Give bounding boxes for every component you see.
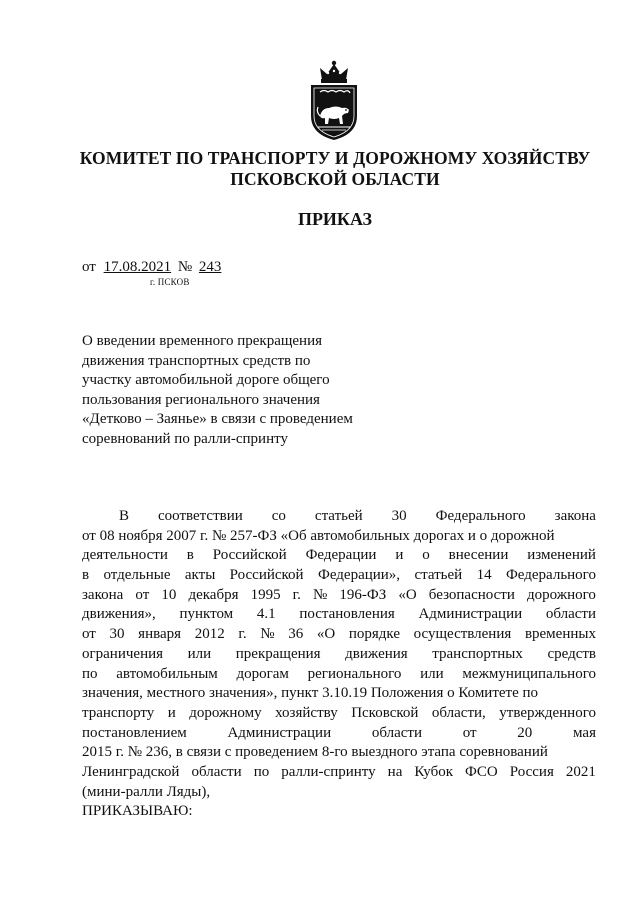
order-number: 243 xyxy=(198,259,222,275)
body-word: области, xyxy=(431,704,486,721)
body-word: соответствии xyxy=(158,508,243,524)
city-label: г. ПСКОВ xyxy=(150,277,190,287)
body-word: Администрации xyxy=(227,724,332,741)
body-word: № xyxy=(312,586,328,603)
body-word: временных xyxy=(524,626,596,643)
organization-title xyxy=(60,148,610,190)
body-word: изменений xyxy=(527,547,596,564)
body-word: 10 xyxy=(161,586,177,603)
body-word: 20 xyxy=(517,724,533,741)
body-word: 30 xyxy=(109,626,125,643)
body-word: Федерации xyxy=(305,547,377,564)
body-word: от 08 ноября 2007 г. № 257-ФЗ «Об автомобильных дорогах и о дорожной xyxy=(82,527,555,544)
body-text-line xyxy=(82,625,596,645)
body-word: января xyxy=(138,626,182,643)
body-word: Псковской xyxy=(351,704,419,721)
body-word: ПРИКАЗЫВАЮ: xyxy=(82,803,193,820)
body-word: утвержденного xyxy=(499,704,596,721)
body-word: транспорту xyxy=(82,704,155,721)
body-word: 196-ФЗ xyxy=(339,586,387,603)
body-word: 30 xyxy=(391,508,407,524)
body-word: средств xyxy=(547,645,596,662)
body-word: закона xyxy=(82,586,124,603)
document-type-heading: ПРИКАЗ xyxy=(297,209,373,229)
body-word: г. xyxy=(292,586,301,603)
body-word: Федерального xyxy=(505,567,596,584)
body-word: «О xyxy=(316,626,336,643)
order-body-paragraph xyxy=(82,507,596,822)
order-date: 17.08.2021 xyxy=(103,259,172,275)
body-text-line xyxy=(82,527,596,547)
body-word: порядке xyxy=(348,626,400,643)
body-word: постановления xyxy=(299,606,395,623)
body-text-line xyxy=(82,684,596,704)
body-word: и xyxy=(167,704,176,721)
body-word: по xyxy=(82,665,98,682)
body-word: автомобильным xyxy=(116,665,218,682)
body-word: прекращения xyxy=(235,645,321,662)
body-text-line xyxy=(82,802,596,822)
body-word: акты xyxy=(184,567,216,584)
subject-line: движения транспортных средств по xyxy=(82,352,311,369)
body-word: В xyxy=(119,508,130,524)
body-word: Федерального xyxy=(435,508,526,524)
body-word: области xyxy=(371,724,422,741)
body-word: 2015 г. № 236, в связи с проведением 8-го выездного этапа соревнований xyxy=(82,744,548,761)
body-word: статьей xyxy=(414,567,463,584)
from-label: от xyxy=(82,259,96,275)
body-text-line xyxy=(82,724,596,744)
body-word: «О xyxy=(398,586,417,603)
body-word: статьей xyxy=(314,508,363,524)
body-word: межмуниципального xyxy=(462,665,596,682)
subject-line: «Детково – Заянье» в связи с проведением xyxy=(82,411,353,428)
body-word: № xyxy=(260,626,275,643)
body-word: ограничения xyxy=(82,645,164,662)
body-word: Российской xyxy=(229,567,304,584)
body-word: регионального xyxy=(307,665,402,682)
body-word: дорожного xyxy=(527,586,596,603)
body-word: дорожному xyxy=(189,704,262,721)
body-word: от xyxy=(82,626,96,643)
body-text-line xyxy=(82,605,596,625)
organization-title-line-2: ПСКОВСКОЙ ОБЛАСТИ xyxy=(230,169,440,189)
body-word: движения xyxy=(345,645,408,662)
body-word: закона xyxy=(554,508,596,524)
body-word: деятельности xyxy=(82,547,168,564)
body-word: дорогам xyxy=(236,665,289,682)
body-word: Российской xyxy=(212,547,287,564)
organization-title-line-1: КОМИТЕТ ПО ТРАНСПОРТУ И ДОРОЖНОМУ ХОЗЯЙСТВУ xyxy=(79,148,591,168)
body-word: на xyxy=(387,763,403,780)
body-word: от xyxy=(462,724,477,741)
order-subject xyxy=(82,332,412,450)
body-word: Федерации», xyxy=(317,567,401,584)
body-word: отдельные xyxy=(103,567,171,584)
body-word: значения, местного значения», пункт 3.10.19 Положения о Комитете по xyxy=(82,685,539,702)
body-word: в xyxy=(186,547,194,564)
subject-line: участку автомобильной дороге общего xyxy=(82,372,330,389)
number-sign: № xyxy=(177,259,193,275)
body-word: области xyxy=(191,763,242,780)
body-word: 4.1 xyxy=(256,606,276,623)
body-word: в xyxy=(82,567,90,584)
body-text-line xyxy=(82,783,596,803)
body-word: (мини-ралли Ляды), xyxy=(82,783,211,800)
body-word: мая xyxy=(573,724,596,741)
subject-line: соревнований по ралли-спринту xyxy=(82,430,288,447)
body-word: безопасности xyxy=(428,586,515,603)
body-word: ралли-спринту xyxy=(281,763,376,780)
body-word: 2012 xyxy=(194,626,225,643)
body-word: постановлением xyxy=(82,724,187,741)
body-word: со xyxy=(271,508,286,524)
body-text-line xyxy=(82,763,596,783)
body-word: Кубок xyxy=(414,763,453,780)
subject-line: пользования регионального значения xyxy=(82,391,320,408)
body-word: движения», xyxy=(82,606,156,623)
pskov-region-coat-of-arms-emblem xyxy=(298,58,370,142)
body-word: или xyxy=(187,645,212,662)
subject-line: О введении временного прекращения xyxy=(82,333,323,349)
body-word: Администрации xyxy=(418,606,523,623)
order-date-number-line xyxy=(82,258,221,276)
body-word: внесении xyxy=(448,547,509,564)
body-text-line xyxy=(82,507,596,527)
body-word: осуществления xyxy=(413,626,512,643)
body-text-line xyxy=(82,704,596,724)
body-text-line xyxy=(82,743,596,763)
body-text-line xyxy=(82,546,596,566)
body-word: по xyxy=(253,763,270,780)
body-word: ФСО xyxy=(465,763,498,780)
body-word: или xyxy=(420,665,444,682)
body-word: от xyxy=(135,586,150,603)
body-word: и xyxy=(395,547,404,564)
body-word: г. xyxy=(238,626,247,643)
body-text-line xyxy=(82,665,596,685)
coat-of-arms-icon xyxy=(298,58,370,142)
body-word: Россия xyxy=(509,763,554,780)
body-word: области xyxy=(545,606,596,623)
body-word: 1995 xyxy=(250,586,281,603)
body-text-line xyxy=(82,645,596,665)
body-word: о xyxy=(422,547,430,564)
body-word: пунктом xyxy=(179,606,234,623)
body-text-line xyxy=(82,566,596,586)
body-word: 14 xyxy=(476,567,492,584)
body-word: 2021 xyxy=(565,763,596,780)
body-word: Ленинградской xyxy=(82,763,180,780)
body-word: хозяйству xyxy=(275,704,338,721)
body-word: транспортных xyxy=(432,645,523,662)
body-word: декабря xyxy=(188,586,239,603)
body-word: 36 xyxy=(288,626,304,643)
body-text-line xyxy=(82,586,596,606)
